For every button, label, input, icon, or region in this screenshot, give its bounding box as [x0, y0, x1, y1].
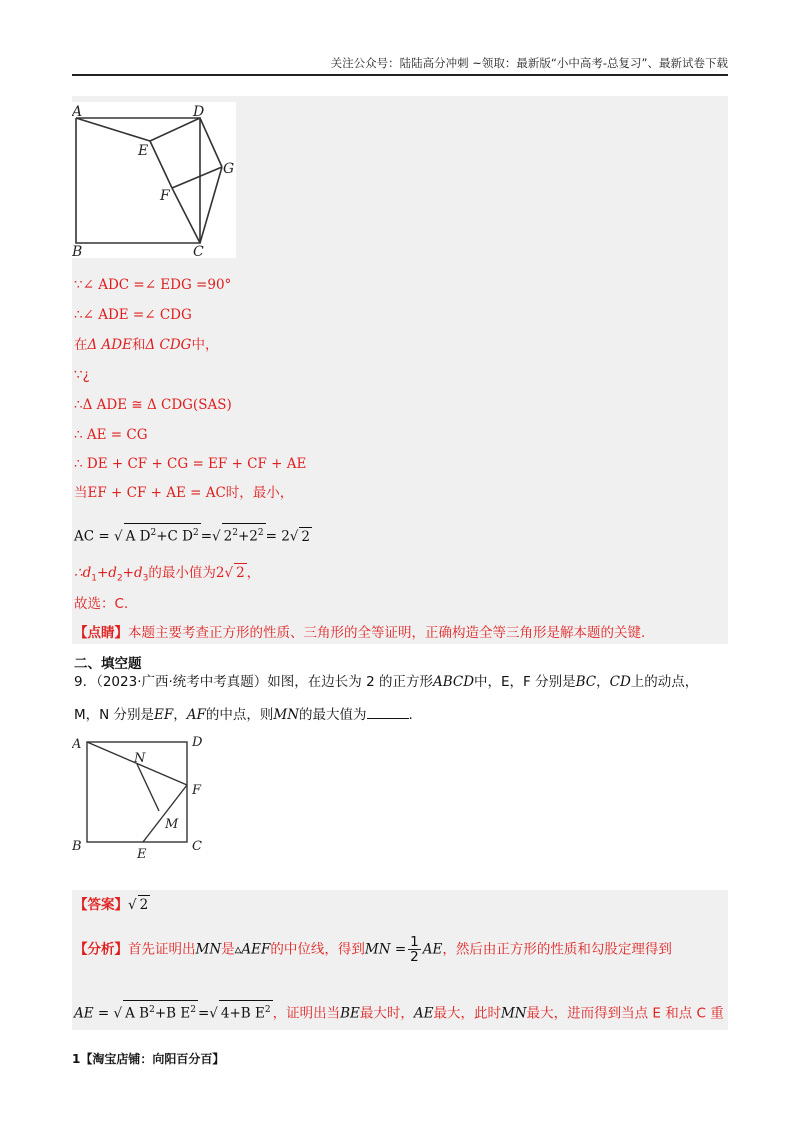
- fraction-one-half: [408, 935, 421, 964]
- fig1-label-e: E: [138, 143, 149, 159]
- solution-line-3-b: Δ ADE: [87, 337, 132, 353]
- question-9-line-2: [74, 706, 413, 724]
- q9-ef: EF: [154, 707, 174, 723]
- analysis-b13: 最大，此时: [433, 1005, 501, 1022]
- fig1-label-a: A: [72, 104, 83, 120]
- solution-line-3-e: 中，: [191, 337, 219, 353]
- page-header: [72, 56, 728, 76]
- sqrt-icon: √: [224, 565, 234, 581]
- analysis-b14: MN: [500, 1005, 527, 1022]
- sqrt-2-exp-b: 2: [257, 528, 264, 538]
- sqrt-1-ad: A D: [125, 528, 151, 545]
- q9-abcd: ABCD: [432, 674, 475, 690]
- sqrt-icon: √: [289, 528, 299, 545]
- q9-text-e: ，: [596, 674, 610, 690]
- solution-line-9-eq: =: [200, 528, 213, 545]
- analysis-b12: AE: [413, 1005, 434, 1022]
- q9-bc: BC: [575, 674, 597, 690]
- sqrt-content-2: [222, 523, 266, 546]
- solution-line-9: [74, 523, 312, 546]
- footer-text: 1【淘宝店铺：向阳百分百】: [72, 1052, 225, 1066]
- fraction-num: 1: [410, 934, 419, 950]
- fig2-label-m: M: [165, 817, 179, 832]
- sqrt-content-1: [124, 523, 201, 546]
- solution-line-10-sqrt: 2: [236, 565, 245, 581]
- figure-square-abcd-1: [72, 102, 236, 258]
- sqrt-2-a: 2: [223, 528, 233, 545]
- solution-line-8: [74, 484, 293, 502]
- sqrt-1-exp-b: 2: [192, 528, 199, 538]
- solution-line-3: [74, 336, 218, 354]
- q9-text2-h: .: [408, 707, 413, 723]
- figure-square-abcd-2: [72, 732, 212, 862]
- sqrt-2-b: +2: [237, 528, 258, 545]
- q9-text-a: 9．（2023·广西·统考中考真题）如图，在边长为 2 的正方形: [74, 674, 433, 690]
- q9-cd: CD: [609, 674, 631, 690]
- header-text: 关注公众号：陆陆高分冲刺 ~领取：最新版“小中高考-总复习”、最新试卷下载: [330, 56, 728, 70]
- sqrt-1-cd: +C D: [156, 528, 193, 545]
- analysis-b8: 2: [264, 1005, 271, 1015]
- solution-line-10-h: 2: [215, 565, 225, 581]
- solution-line-6: [74, 426, 148, 444]
- solution-line-1: [74, 276, 231, 294]
- solution-line-9-result: = 2: [265, 528, 290, 545]
- sqrt-icon: √: [128, 897, 137, 913]
- analysis-label: 【分析】: [74, 941, 128, 958]
- sqrt-icon: √: [113, 1005, 123, 1022]
- section-title-text: 二、填空题: [74, 656, 142, 672]
- q9-text2-c: ，: [173, 707, 187, 723]
- answer-label: 【答案】: [74, 897, 128, 913]
- fig2-label-f: F: [192, 783, 202, 798]
- q9-af: AF: [186, 707, 206, 723]
- sqrt-content-3: 2: [301, 528, 310, 545]
- solution-line-2-text: ∴∠ ADE =∠ CDG: [74, 307, 192, 323]
- solution-line-9-a: AC =: [74, 528, 110, 545]
- solution-line-10-f: 3: [142, 573, 149, 584]
- solution-line-5: [74, 396, 232, 414]
- analysis-sqrt-1: [123, 1000, 198, 1023]
- solution-line-3-c: 和: [131, 337, 146, 353]
- fig2-label-e: E: [137, 847, 147, 862]
- fraction-den: 2: [410, 949, 419, 965]
- analysis-a9: ，然后由正方形的性质和勾股定理得到: [442, 941, 672, 958]
- analysis-b1: AE =: [74, 1005, 110, 1022]
- solution-line-10-g: 的最小值为: [148, 565, 216, 581]
- analysis-b6: =: [197, 1005, 210, 1022]
- q9-text2-a: M，N 分别是: [74, 707, 155, 723]
- solution-line-10: [74, 563, 260, 588]
- solution-line-10-c: +d: [96, 565, 117, 581]
- solution-line-8-b: EF + CF + AE = AC: [87, 485, 226, 501]
- solution-line-10-d: 2: [116, 573, 123, 584]
- solution-line-4: [74, 366, 90, 384]
- solution-line-3-d: Δ CDG: [145, 337, 192, 353]
- solution-line-12: [74, 624, 645, 642]
- analysis-a2: MN: [195, 941, 222, 958]
- sqrt-icon: √: [113, 528, 123, 545]
- question-9-line-1: [74, 673, 698, 691]
- fig1-label-c: C: [193, 244, 204, 258]
- solution-line-5-text: ∴Δ ADE ≅ Δ CDG(SAS): [74, 397, 232, 413]
- fig2-label-a: A: [72, 737, 82, 752]
- solution-line-3-a: 在: [74, 337, 88, 353]
- solution-line-8-c: 时，最小，: [225, 485, 294, 501]
- fig2-label-b: B: [72, 839, 82, 854]
- q9-text-c: 中，E，F 分别是: [474, 674, 576, 690]
- analysis-b15: 最大，进而得到当点 E 和点 C 重: [526, 1005, 724, 1022]
- fig1-label-f: F: [160, 188, 170, 204]
- answer-value: 2: [139, 897, 149, 913]
- analysis-a3: 是: [221, 941, 235, 958]
- solution-line-7-text: ∴ DE + CF + CG = EF + CF + AE: [74, 456, 307, 472]
- fig1-label-b: B: [72, 244, 83, 258]
- sqrt-2-exp-a: 2: [232, 528, 238, 538]
- analysis-b3: 2: [149, 1005, 155, 1015]
- analysis-a6: MN =: [364, 941, 407, 958]
- analysis-sqrt-2: [219, 1000, 273, 1023]
- analysis-a5: 的中位线，得到: [270, 941, 365, 958]
- solution-line-10-a: ∴d: [74, 565, 92, 581]
- analysis-b5: 2: [190, 1005, 196, 1015]
- fig2-label-d: D: [192, 735, 203, 750]
- q9-text2-g: 的最大值为: [299, 707, 367, 723]
- q9-mn: MN: [273, 707, 300, 723]
- answer-line: [74, 895, 150, 914]
- q9-text2-e: 的中点，则: [205, 707, 274, 723]
- analysis-a8: AE: [422, 941, 443, 958]
- page-footer: [72, 1050, 224, 1067]
- sqrt-icon: √: [212, 528, 221, 545]
- analysis-b11: 最大时，: [359, 1005, 414, 1022]
- analysis-a1: 首先证明出: [128, 941, 196, 958]
- solution-line-8-a: 当: [74, 485, 88, 501]
- analysis-b10: BE: [340, 1005, 360, 1022]
- solution-line-2: [74, 306, 192, 324]
- solution-line-4-text: ∵¿: [74, 367, 90, 383]
- section-title: [74, 655, 142, 673]
- key-point-label: 【点睛】: [74, 625, 128, 641]
- analysis-b2: A B: [125, 1005, 150, 1022]
- sqrt-1-exp-a: 2: [150, 528, 157, 538]
- solution-line-11-text: 故选：C.: [74, 596, 129, 612]
- solution-line-10-e: +d: [122, 565, 143, 581]
- solution-line-11: [74, 595, 128, 613]
- analysis-a4: ▵AEF: [234, 941, 271, 958]
- solution-line-6-text: ∴ AE = CG: [74, 427, 148, 443]
- answer-blank: [367, 706, 409, 719]
- solution-line-7: [74, 455, 306, 473]
- fig1-label-g: G: [223, 161, 235, 177]
- fig2-label-c: C: [192, 839, 202, 854]
- analysis-b9: ，证明出当: [272, 1005, 341, 1022]
- solution-line-1-text: ∵∠ ADC =∠ EDG =90°: [74, 277, 232, 293]
- analysis-line-1: [74, 935, 672, 964]
- q9-text-g: 上的动点，: [630, 674, 699, 690]
- sqrt-icon: √: [209, 1005, 218, 1022]
- analysis-b4: +B E: [154, 1005, 191, 1022]
- analysis-line-2: [74, 1000, 724, 1023]
- fig1-label-d: D: [193, 104, 205, 120]
- key-point-text: 本题主要考查正方形的性质、三角形的全等证明，正确构造全等三角形是解本题的关键.: [128, 625, 646, 641]
- solution-line-10-j: ，: [246, 565, 261, 581]
- solution-line-10-b: 1: [91, 573, 97, 584]
- fig2-label-n: N: [134, 751, 146, 766]
- analysis-b7: 4+B E: [220, 1005, 265, 1022]
